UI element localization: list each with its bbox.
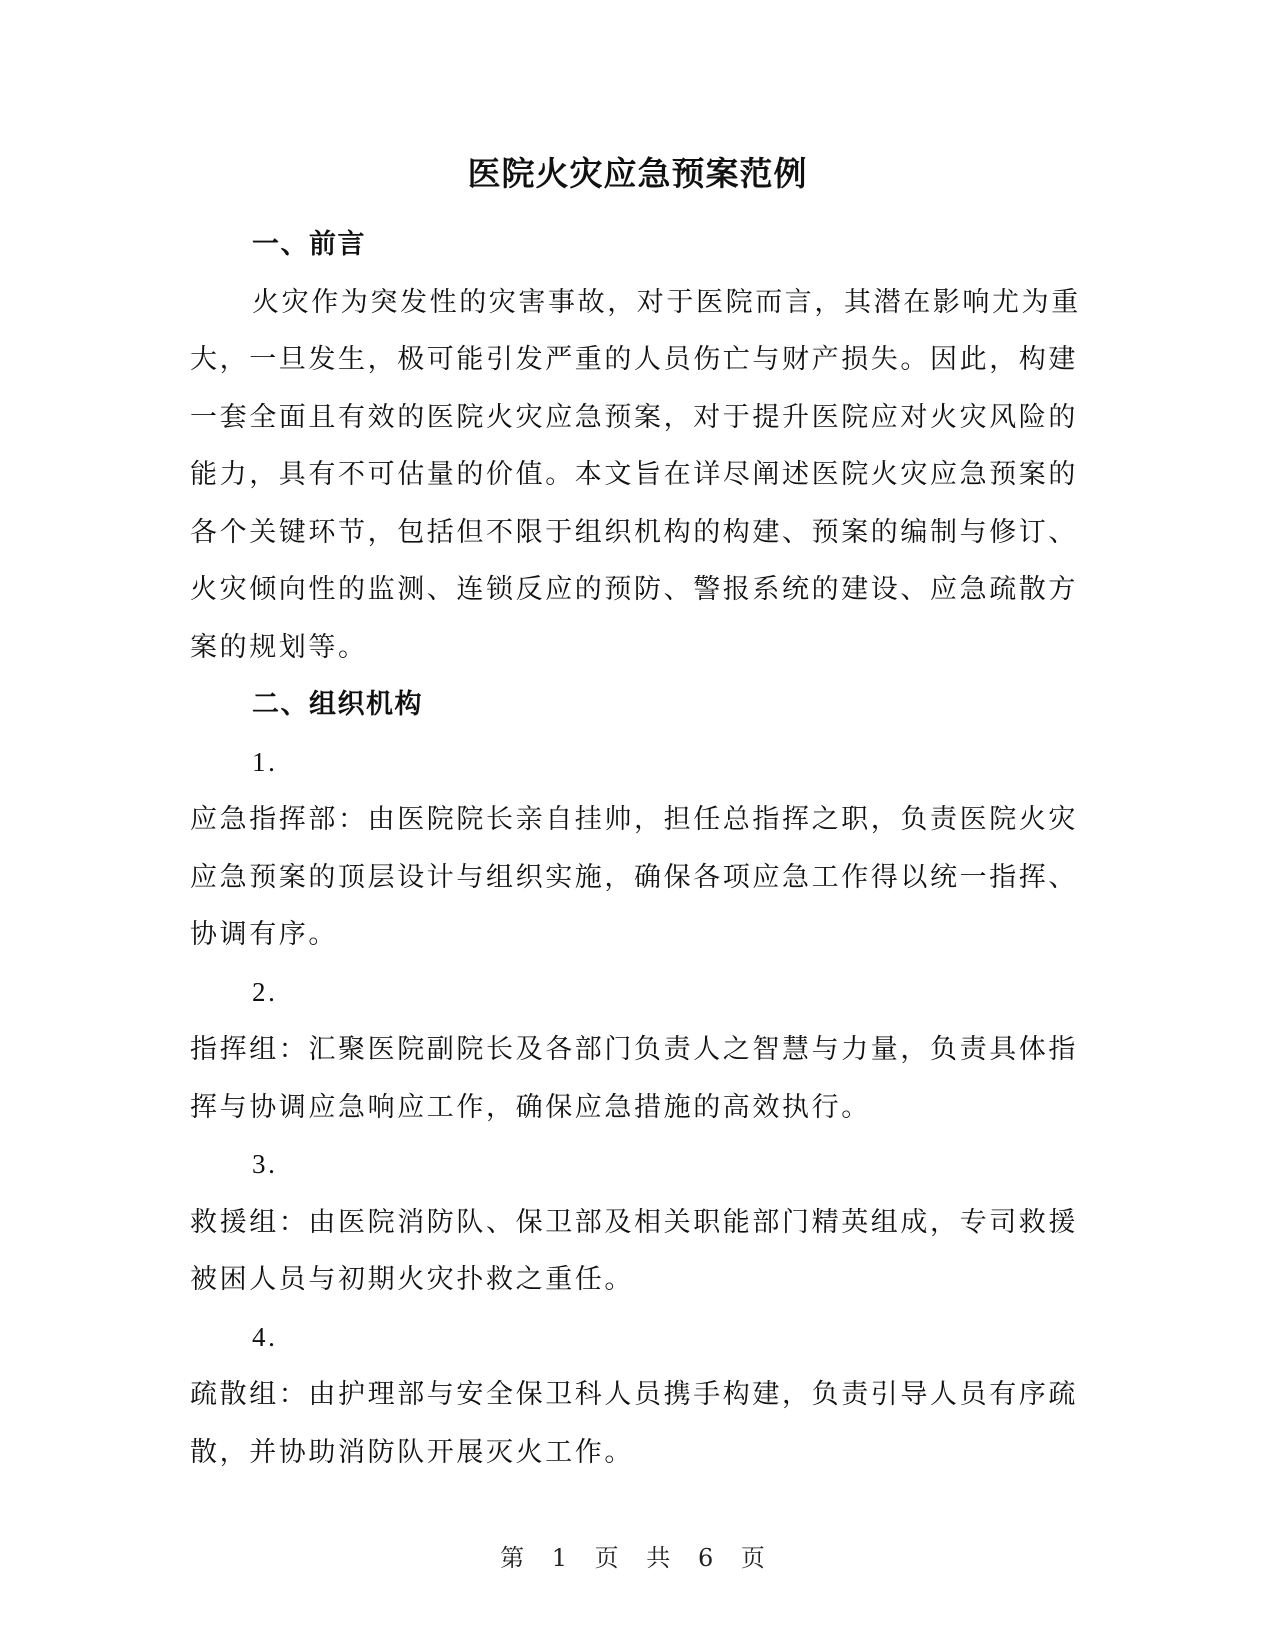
- list-item-number: 2.: [252, 976, 278, 1007]
- paragraph-line: 一套全面且有效的医院火灾应急预案，对于提升医院应对火灾风险的: [190, 401, 1078, 433]
- document-body: [190, 216, 1081, 1481]
- list-item-line: 应急指挥部：由医院院长亲自挂帅，担任总指挥之职，负责医院火灾: [190, 804, 1078, 835]
- paragraph-line: 火灾作为突发性的灾害事故，对于医院而言，其潜在影响尤为重: [252, 286, 1081, 318]
- list-item-number: 3.: [252, 1149, 278, 1179]
- paragraph-line: 能力，具有不可估量的价值。本文旨在详尽阐述医院火灾应急预案的: [190, 459, 1078, 490]
- list-item-line: 协调有序。: [190, 919, 338, 950]
- list-item-number: 4.: [252, 1321, 278, 1352]
- section-heading-preface: 一、前言: [252, 229, 366, 260]
- list-item-line: 指挥组：汇聚医院副院长及各部门负责人之智慧与力量，负责具体指: [190, 1034, 1078, 1065]
- list-item-line: 疏散组：由护理部与安全保卫科人员携手构建，负责引导人员有序疏: [190, 1379, 1078, 1410]
- list-item-line: 挥与协调应急响应工作，确保应急措施的高效执行。: [190, 1091, 871, 1123]
- paragraph-line: 大，一旦发生，极可能引发严重的人员伤亡与财产损失。因此，构建: [190, 344, 1078, 375]
- paragraph-line: 案的规划等。: [190, 631, 368, 663]
- list-item-line: 应急预案的顶层设计与组织实施，确保各项应急工作得以统一指挥、: [190, 861, 1078, 893]
- list-item-line: 散，并协助消防队开展灭火工作。: [190, 1436, 634, 1468]
- list-item-line: 被困人员与初期火灾扑救之重任。: [190, 1264, 634, 1295]
- list-item-line: 救援组：由医院消防队、保卫部及相关职能部门精英组成，专司救援: [190, 1206, 1078, 1238]
- paragraph-line: 火灾倾向性的监测、连锁反应的预防、警报系统的建设、应急疏散方: [190, 574, 1078, 605]
- page-footer: 第 1 页 共 6 页: [500, 1544, 775, 1572]
- paragraph-line: 各个关键环节，包括但不限于组织机构的构建、预案的编制与修订、: [190, 516, 1078, 548]
- section-heading-organization: 二、组织机构: [252, 689, 423, 720]
- document-title: 医院火灾应急预案范例: [467, 154, 808, 193]
- list-item-number: 1.: [252, 746, 278, 777]
